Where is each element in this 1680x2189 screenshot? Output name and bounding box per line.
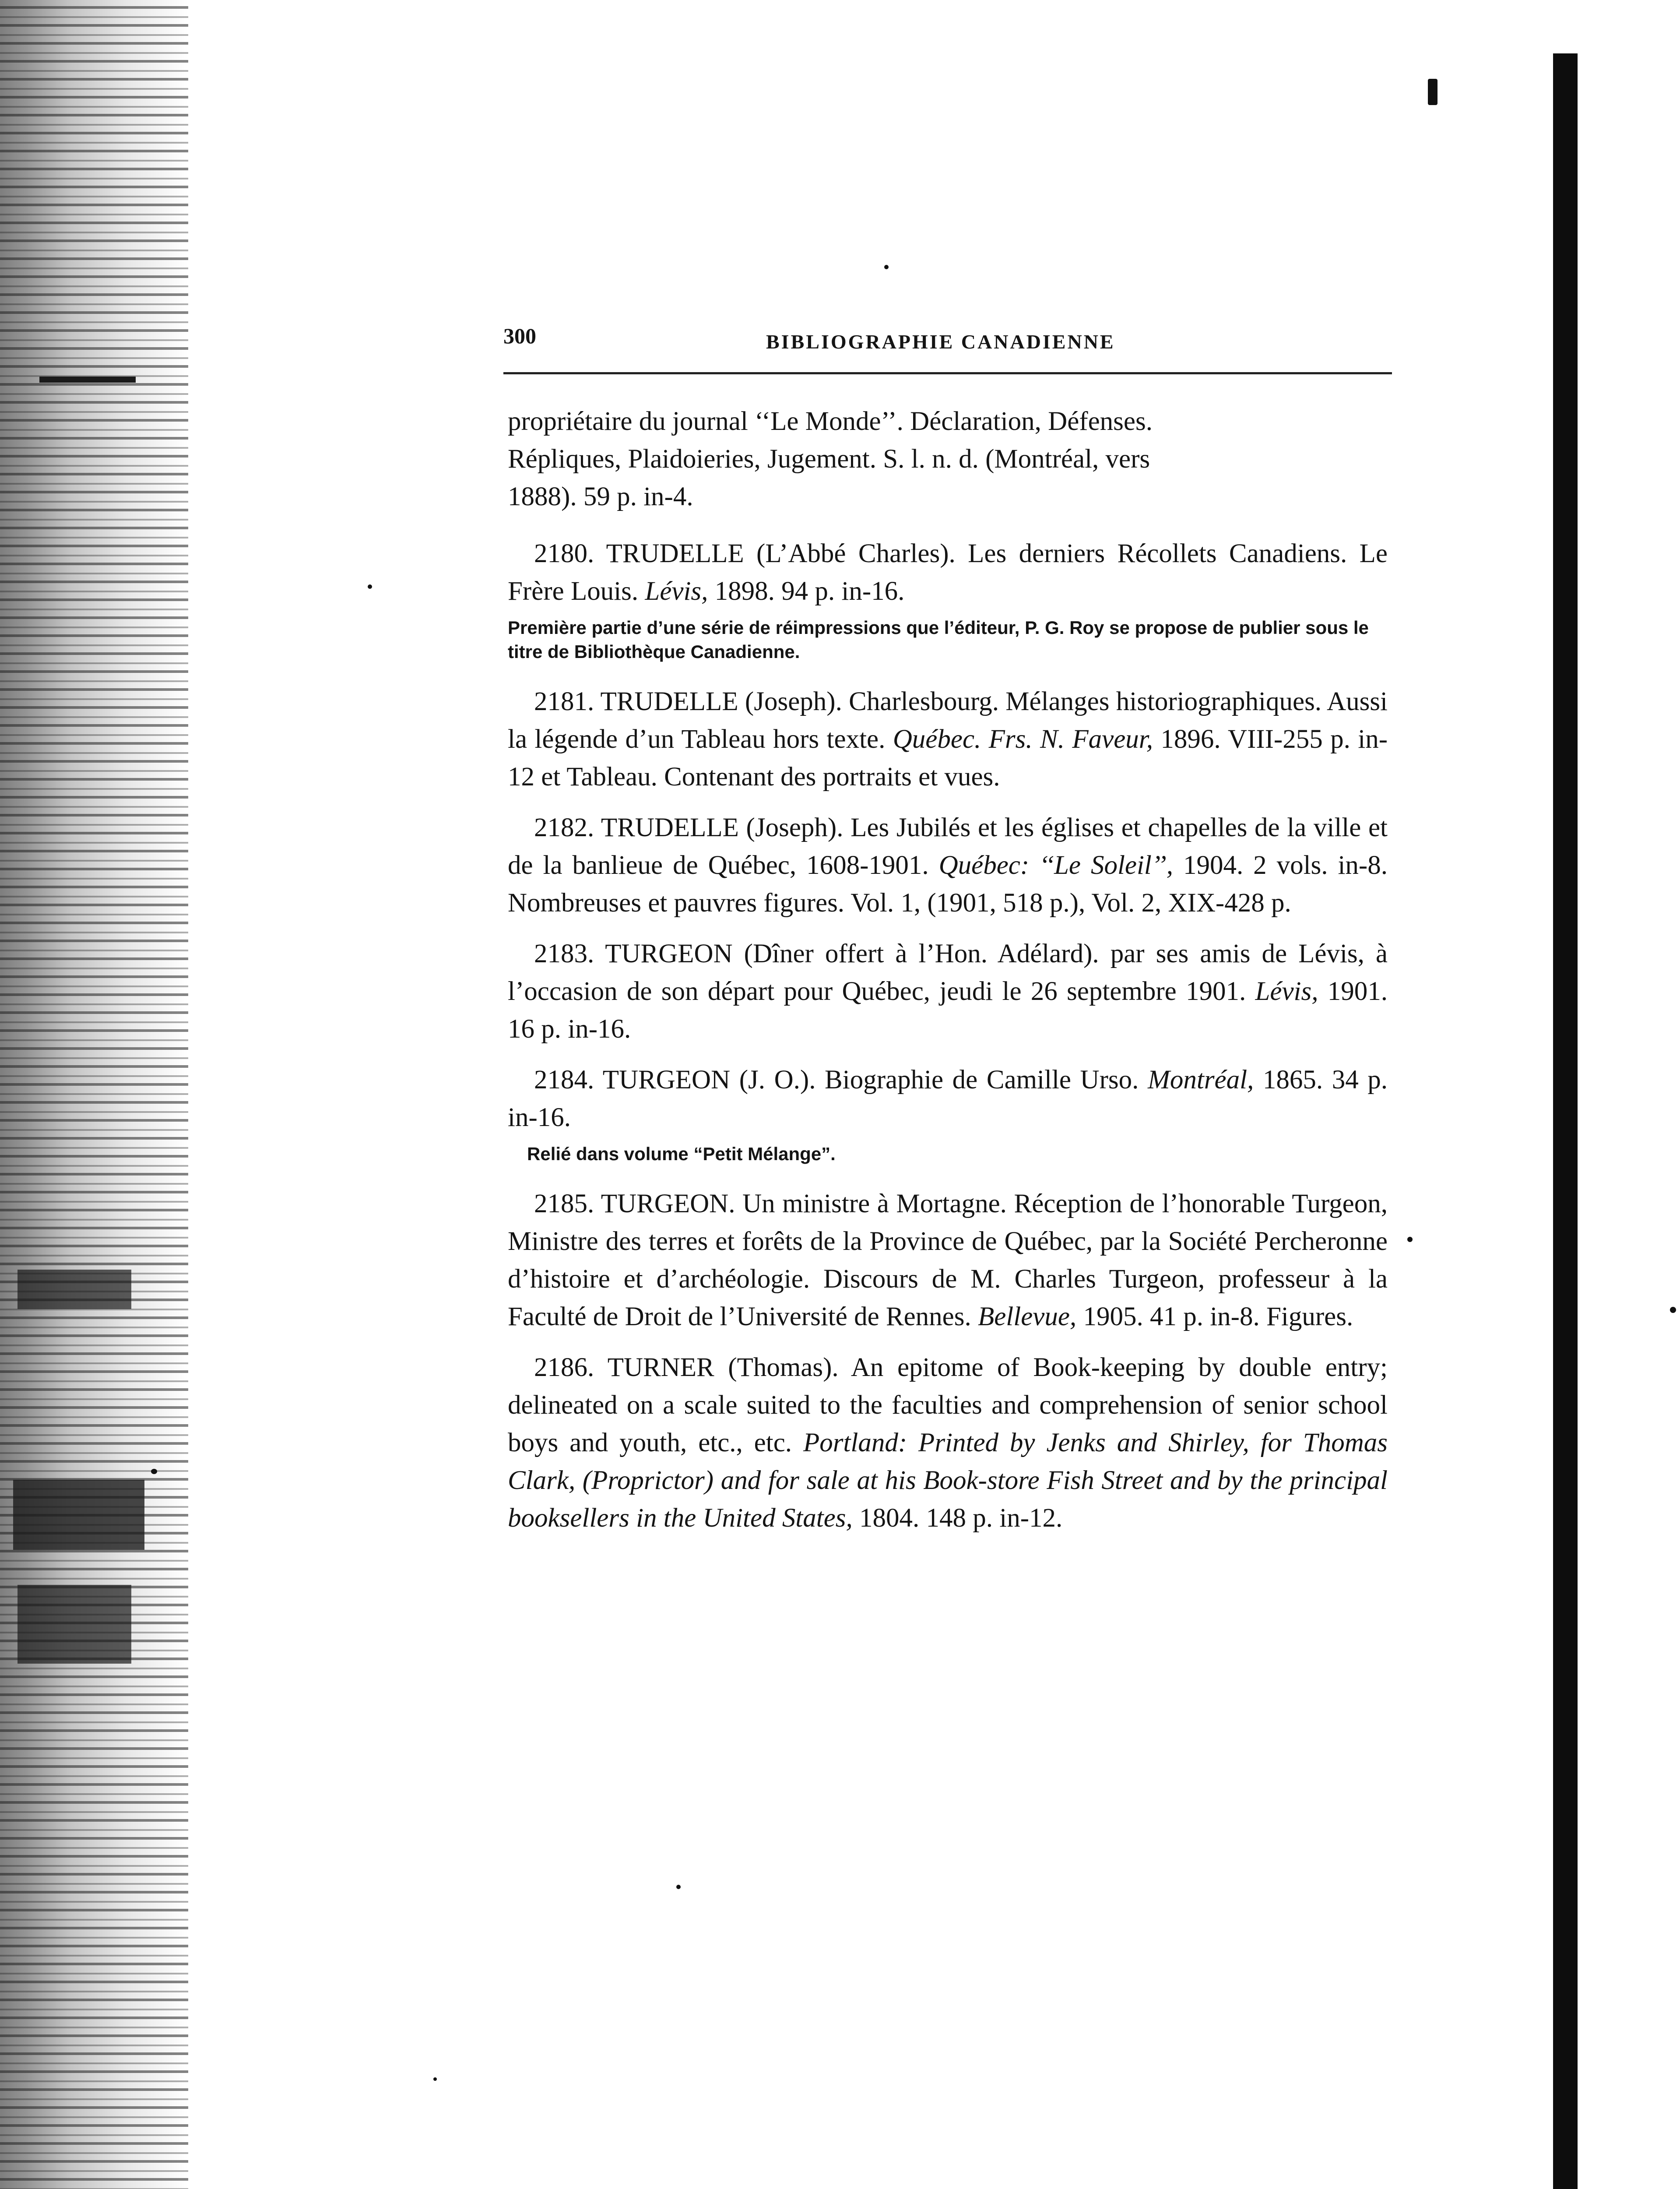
bibliography-list [508,403,1388,1550]
entry-place: Montréal, [1148,1065,1254,1094]
entry-note: Relié dans volume “Petit Mélange”. [527,1144,836,1164]
entry-2183 [508,935,1388,1048]
entry-2185 [508,1185,1388,1336]
entry-place: Lévis, [1255,977,1318,1006]
binding-mark [18,1585,131,1664]
entry-place: Québec. Frs. N. Faveur, [893,725,1153,754]
entry-text: TURGEON (Dîner offert à l’Hon. Adélard). par ses amis de Lévis, à l’occasion de son départ pour Québec, jeudi le 26 septembre 1901. [508,939,1388,1006]
entry-details: 1904. 2 vols. in-8. Nombreuses et pauvres figures. Vol. 1, (1901, 518 p.), Vol. 2, XIX-428 p. [508,851,1388,918]
entry-continuation: propriétaire du journal ‘‘Le Monde’’. Déclaration, Défenses. Répliques, Plaidoieries, Jugement. S. l. n. d. (Montréal, vers 1888). 59 p. in-4. [508,407,1153,511]
scan-speck [676,1885,681,1889]
entry-text: TURGEON (J. O.). Biographie de Camille Urso. [602,1065,1139,1094]
entry-2180 [508,535,1388,610]
entry-details: 1905. 41 p. in-8. Figures. [1083,1302,1353,1331]
page-header [503,323,1392,362]
scan-speck [368,584,372,589]
header-rule [503,372,1392,374]
entry-number: 2185. [534,1189,594,1218]
scan-edge-bar [1553,53,1578,2189]
entry-details: 1898. 94 p. in-16. [714,577,905,606]
entry-text: TURNER (Thomas). An epitome of Book-keeping by double entry; delineated on a scale suited to the faculties and comprehension of senior school boys and youth, etc., etc. [508,1353,1388,1457]
entry-details: 1896. VIII-255 p. in-12 et Tableau. Contenant des portraits et vues. [508,725,1388,792]
entry-place: Québec: ‘‘Le Soleil’’, [938,851,1173,880]
scan-speck [1407,1237,1413,1242]
entry-details: 1901. 16 p. in-16. [508,977,1388,1044]
scan-speck [884,265,889,269]
binding-mark [18,1270,131,1309]
entry-place: Portland: Printed by Jenks and Shirley, for Thomas Clark, (Proprictor) and for sale at his Book-store Fish Street and by the principal booksellers in the United States, [508,1428,1388,1533]
entry-2186 [508,1349,1388,1537]
scan-speck [433,2077,437,2081]
scanned-binding-edge [0,0,188,2189]
entry-number: 2183. [534,939,594,968]
entry-text: TRUDELLE (L’Abbé Charles). Les derniers Récollets Canadiens. Le Frère Louis. [508,539,1388,606]
running-title: BIBLIOGRAPHIE CANADIENNE [766,331,1115,353]
entry-number: 2184. [534,1065,594,1094]
entry-text: TRUDELLE (Joseph). Charlesbourg. Mélanges historiographiques. Aussi la légende d’un Tableau hors texte. [508,687,1388,754]
entry-number: 2186. [534,1353,594,1382]
entry-2181 [508,683,1388,796]
entry-2182 [508,809,1388,922]
entry-details: 1865. 34 p. in-16. [508,1065,1388,1132]
binding-mark [13,1480,144,1550]
entry-number: 2181. [534,687,594,716]
entry-number: 2182. [534,813,594,842]
entry-place: Lévis, [645,577,708,606]
entry-note: Première partie d’une série de réimpressions que l’éditeur, P. G. Roy se propose de publier sous le titre de Bibliothèque Canadienne. [508,617,1369,662]
binding-mark [39,377,136,383]
entry-place: Bellevue, [977,1302,1077,1331]
scan-speck [151,1469,157,1474]
entry-number: 2180. [534,539,594,568]
scan-speck [1428,79,1437,105]
entry-text: TRUDELLE (Joseph). Les Jubilés et les églises et chapelles de la ville et de la banlieue de Québec, 1608-1901. [508,813,1388,880]
entry-2184 [508,1061,1388,1137]
page-number: 300 [503,324,536,348]
entry-details: 1804. 148 p. in-12. [859,1503,1063,1533]
scan-speck [1670,1307,1676,1313]
entry-text: TURGEON. Un ministre à Mortagne. Réception de l’honorable Turgeon, Ministre des terres et forêts de la Province de Québec, par la Société Percheronne d’histoire et d’archéologie. Discours de M. Charles Turgeon, professeur à la Faculté de Droit de l’Université de Rennes. [508,1189,1388,1331]
